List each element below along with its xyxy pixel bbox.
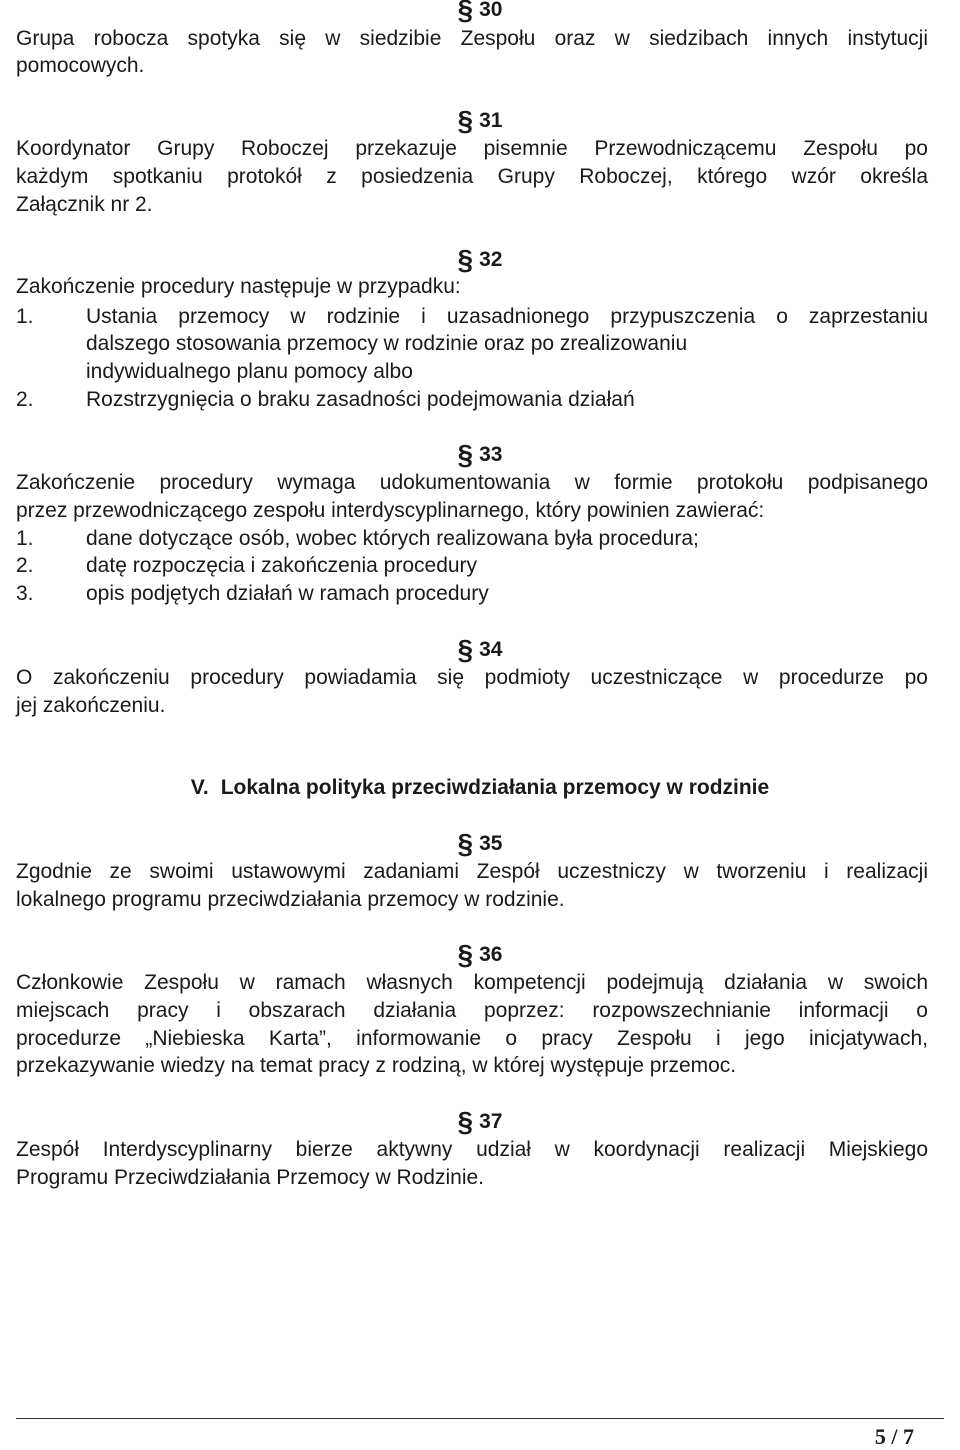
section-number: 31 (479, 109, 503, 132)
section-37-line-2: Programu Przeciwdziałania Przemocy w Rodzinie. (16, 1166, 485, 1189)
section-number: 34 (479, 638, 503, 661)
section-heading-36 (0, 939, 960, 970)
section-number: 30 (479, 0, 503, 21)
chapter-heading (0, 775, 960, 801)
section-number: 35 (479, 832, 503, 855)
section-sign-icon: § (457, 105, 474, 136)
section-33-intro-line-2: przez przewodniczącego zespołu interdyscyplinarnego, który powinien zawierać: (16, 499, 765, 522)
section-36-line-4: przekazywanie wiedzy na temat pracy z rodziną, w której występuje przemoc. (16, 1054, 737, 1077)
list-item: 2. datę rozpoczęcia i zakończenia procedury (16, 554, 478, 577)
section-33-intro-line-1: Zakończenie procedury wymaga udokumentowania w formie protokołu podpisanego (16, 471, 928, 494)
list-item-number: 2. (16, 388, 34, 411)
section-32-intro: Zakończenie procedury następuje w przypadku: (16, 275, 461, 298)
section-35-line-2: lokalnego programu przeciwdziałania przemocy w rodzinie. (16, 888, 565, 911)
section-heading-31 (0, 105, 960, 136)
list-item-number: 1. (16, 305, 34, 328)
section-30-line-1: Grupa robocza spotyka się w siedzibie Zespołu oraz w siedzibach innych instytucji (16, 27, 928, 50)
section-32-item-1-line-3: indywidualnego planu pomocy albo (86, 360, 413, 383)
section-sign-icon: § (457, 0, 474, 25)
section-sign-icon: § (457, 439, 474, 470)
section-number: 33 (479, 443, 503, 466)
section-36-line-1: Członkowie Zespołu w ramach własnych kompetencji podejmują działania w swoich (16, 971, 928, 994)
section-sign-icon: § (457, 828, 474, 859)
list-item: 3. opis podjętych działań w ramach procedury (16, 582, 489, 605)
section-36-line-3: procedurze „Niebieska Karta”, informowanie o pracy Zespołu i jego inicjatywach, (16, 1027, 928, 1050)
section-30-line-2: pomocowych. (16, 54, 145, 77)
section-36-line-2: miejscach pracy i obszarach działania poprzez: rozpowszechnianie informacji o (16, 999, 928, 1022)
page-number: 5 / 7 (874, 1424, 914, 1449)
section-31-line-1: Koordynator Grupy Roboczej przekazuje pisemnie Przewodniczącemu Zespołu po (16, 137, 928, 160)
section-sign-icon: § (457, 1106, 474, 1137)
section-37-line-1: Zespół Interdyscyplinarny bierze aktywny udział w koordynacji realizacji Miejskiego (16, 1138, 928, 1161)
section-heading-30 (0, 0, 960, 23)
section-number: 36 (479, 943, 503, 966)
chapter-title: Lokalna polityka przeciwdziałania przemocy w rodzinie (220, 776, 770, 799)
section-heading-35 (0, 828, 960, 859)
section-35-line-1: Zgodnie ze swoimi ustawowymi zadaniami Zespół uczestniczy w tworzeniu i realizacji (16, 860, 928, 883)
section-31-line-3: Załącznik nr 2. (16, 193, 153, 216)
chapter-number: V. (190, 776, 209, 799)
section-number: 32 (479, 248, 503, 271)
section-32-item-1-line-2: dalszego stosowania przemocy w rodzinie oraz po zrealizowaniu (86, 332, 688, 355)
footer-divider (16, 1418, 944, 1419)
section-heading-32 (0, 244, 960, 275)
section-32-item-1-line-1: Ustania przemocy w rodzinie i uzasadnionego przypuszczenia o zaprzestaniu (86, 305, 928, 328)
list-item: 1. dane dotyczące osób, wobec których realizowana była procedura; (16, 527, 699, 550)
section-sign-icon: § (457, 939, 474, 970)
section-31-line-2: każdym spotkaniu protokół z posiedzenia Grupy Roboczej, którego wzór określa (16, 165, 928, 188)
section-34-line-1: O zakończeniu procedury powiadamia się podmioty uczestniczące w procedurze po (16, 666, 928, 689)
section-34-line-2: jej zakończeniu. (16, 694, 166, 717)
section-heading-37 (0, 1106, 960, 1137)
section-heading-34 (0, 634, 960, 665)
section-heading-33 (0, 439, 960, 470)
section-32-item-2-line-1: Rozstrzygnięcia o braku zasadności podejmowania działań (86, 388, 635, 411)
section-sign-icon: § (457, 634, 474, 665)
section-sign-icon: § (457, 244, 474, 275)
section-number: 37 (479, 1110, 503, 1133)
